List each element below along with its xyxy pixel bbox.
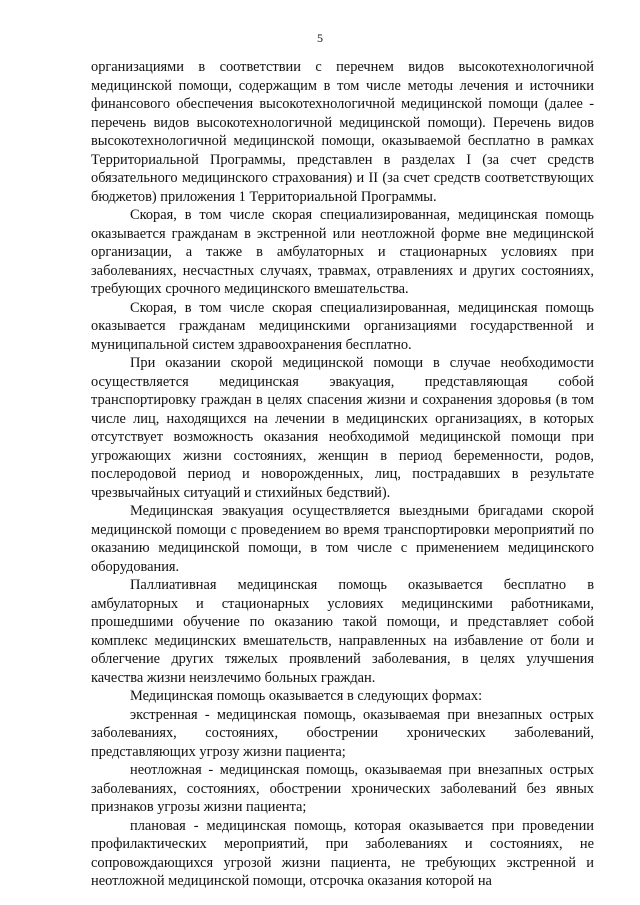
body-text <box>91 58 594 891</box>
paragraph-emergency-care-conditions: Скорая, в том числе скорая специализированная, медицинская помощь оказывается гражданам в экстренной или неотложной форме вне медицинской организации, а также в амбулаторных и стационарных условиях при заболеваниях, несчастных случаях, травмах, отравлениях и других состояниях, требующих срочного медицинского вмешательства. <box>91 207 594 297</box>
paragraph-medical-evacuation: При оказании скорой медицинской помощи в случае необходимости осуществляется медицинская эвакуация, представляющая собой транспортировку граждан в целях спасения жизни и сохранения здоровья (в том числе лиц, находящихся на лечении в медицинских организациях, в которых отсутствует возможность оказания необходимой медицинской помощи при угрожающих жизни состояниях, женщин в период беременности, родов, послеродовой период и новорожденных, лиц, пострадавших в результате чрезвычайных ситуаций и стихийных бедствий). <box>91 355 594 501</box>
paragraph-hitech-list: организациями в соответствии с перечнем видов высокотехнологичной медицинской помощи, содержащим в том числе методы лечения и источники финансового обеспечения высокотехнологичной медицинской помощи (далее - перечень видов высокотехнологичной медицинской помощи). Перечень видов высокотехнологичной медицинской помощи, оказываемой бесплатно в рамках Территориальной Программы, представлен в разделах I (за счет средств обязательного медицинского страхования) и II (за счет средств соответствующих бюджетов) приложения 1 Территориальной Программы. <box>91 59 594 205</box>
paragraph-form-emergency: экстренная - медицинская помощь, оказываемая при внезапных острых заболеваниях, состояниях, обострении хронических заболеваний, представляющих угрозу жизни пациента; <box>91 706 594 760</box>
paragraph-form-urgent: неотложная - медицинская помощь, оказываемая при внезапных острых заболеваниях, состояниях, обострении хронических заболеваний без явных признаков угрозы жизни пациента; <box>91 762 594 815</box>
paragraph-care-forms-intro: Медицинская помощь оказывается в следующих формах: <box>130 688 483 704</box>
paragraph-evacuation-teams: Медицинская эвакуация осуществляется выездными бригадами скорой медицинской помощи с проведением во время транспортировки мероприятий по оказанию медицинской помощи, в том числе с применением медицинского оборудования. <box>91 503 594 575</box>
paragraph-emergency-care-free: Скорая, в том числе скорая специализированная, медицинская помощь оказывается гражданам медицинскими организациями государственной и муниципальной систем здравоохранения бесплатно. <box>91 299 594 353</box>
paragraph-form-planned: плановая - медицинская помощь, которая оказывается при проведении профилактических мероприятий, при заболеваниях и состояниях, не сопровождающихся угрозой жизни пациента, не требующих экстренной и неотложной медицинской помощи, отсрочка оказания которой на <box>91 817 594 889</box>
paragraph-palliative-care: Паллиативная медицинская помощь оказывается бесплатно в амбулаторных и стационарных условиях медицинскими работниками, прошедшими обучение по оказанию такой помощи, и представляет собой комплекс медицинских вмешательств, направленных на избавление от боли и облегчение других тяжелых проявлений заболевания, в целях улучшения качества жизни неизлечимо больных граждан. <box>91 577 594 686</box>
page-number: 5 <box>317 31 323 45</box>
